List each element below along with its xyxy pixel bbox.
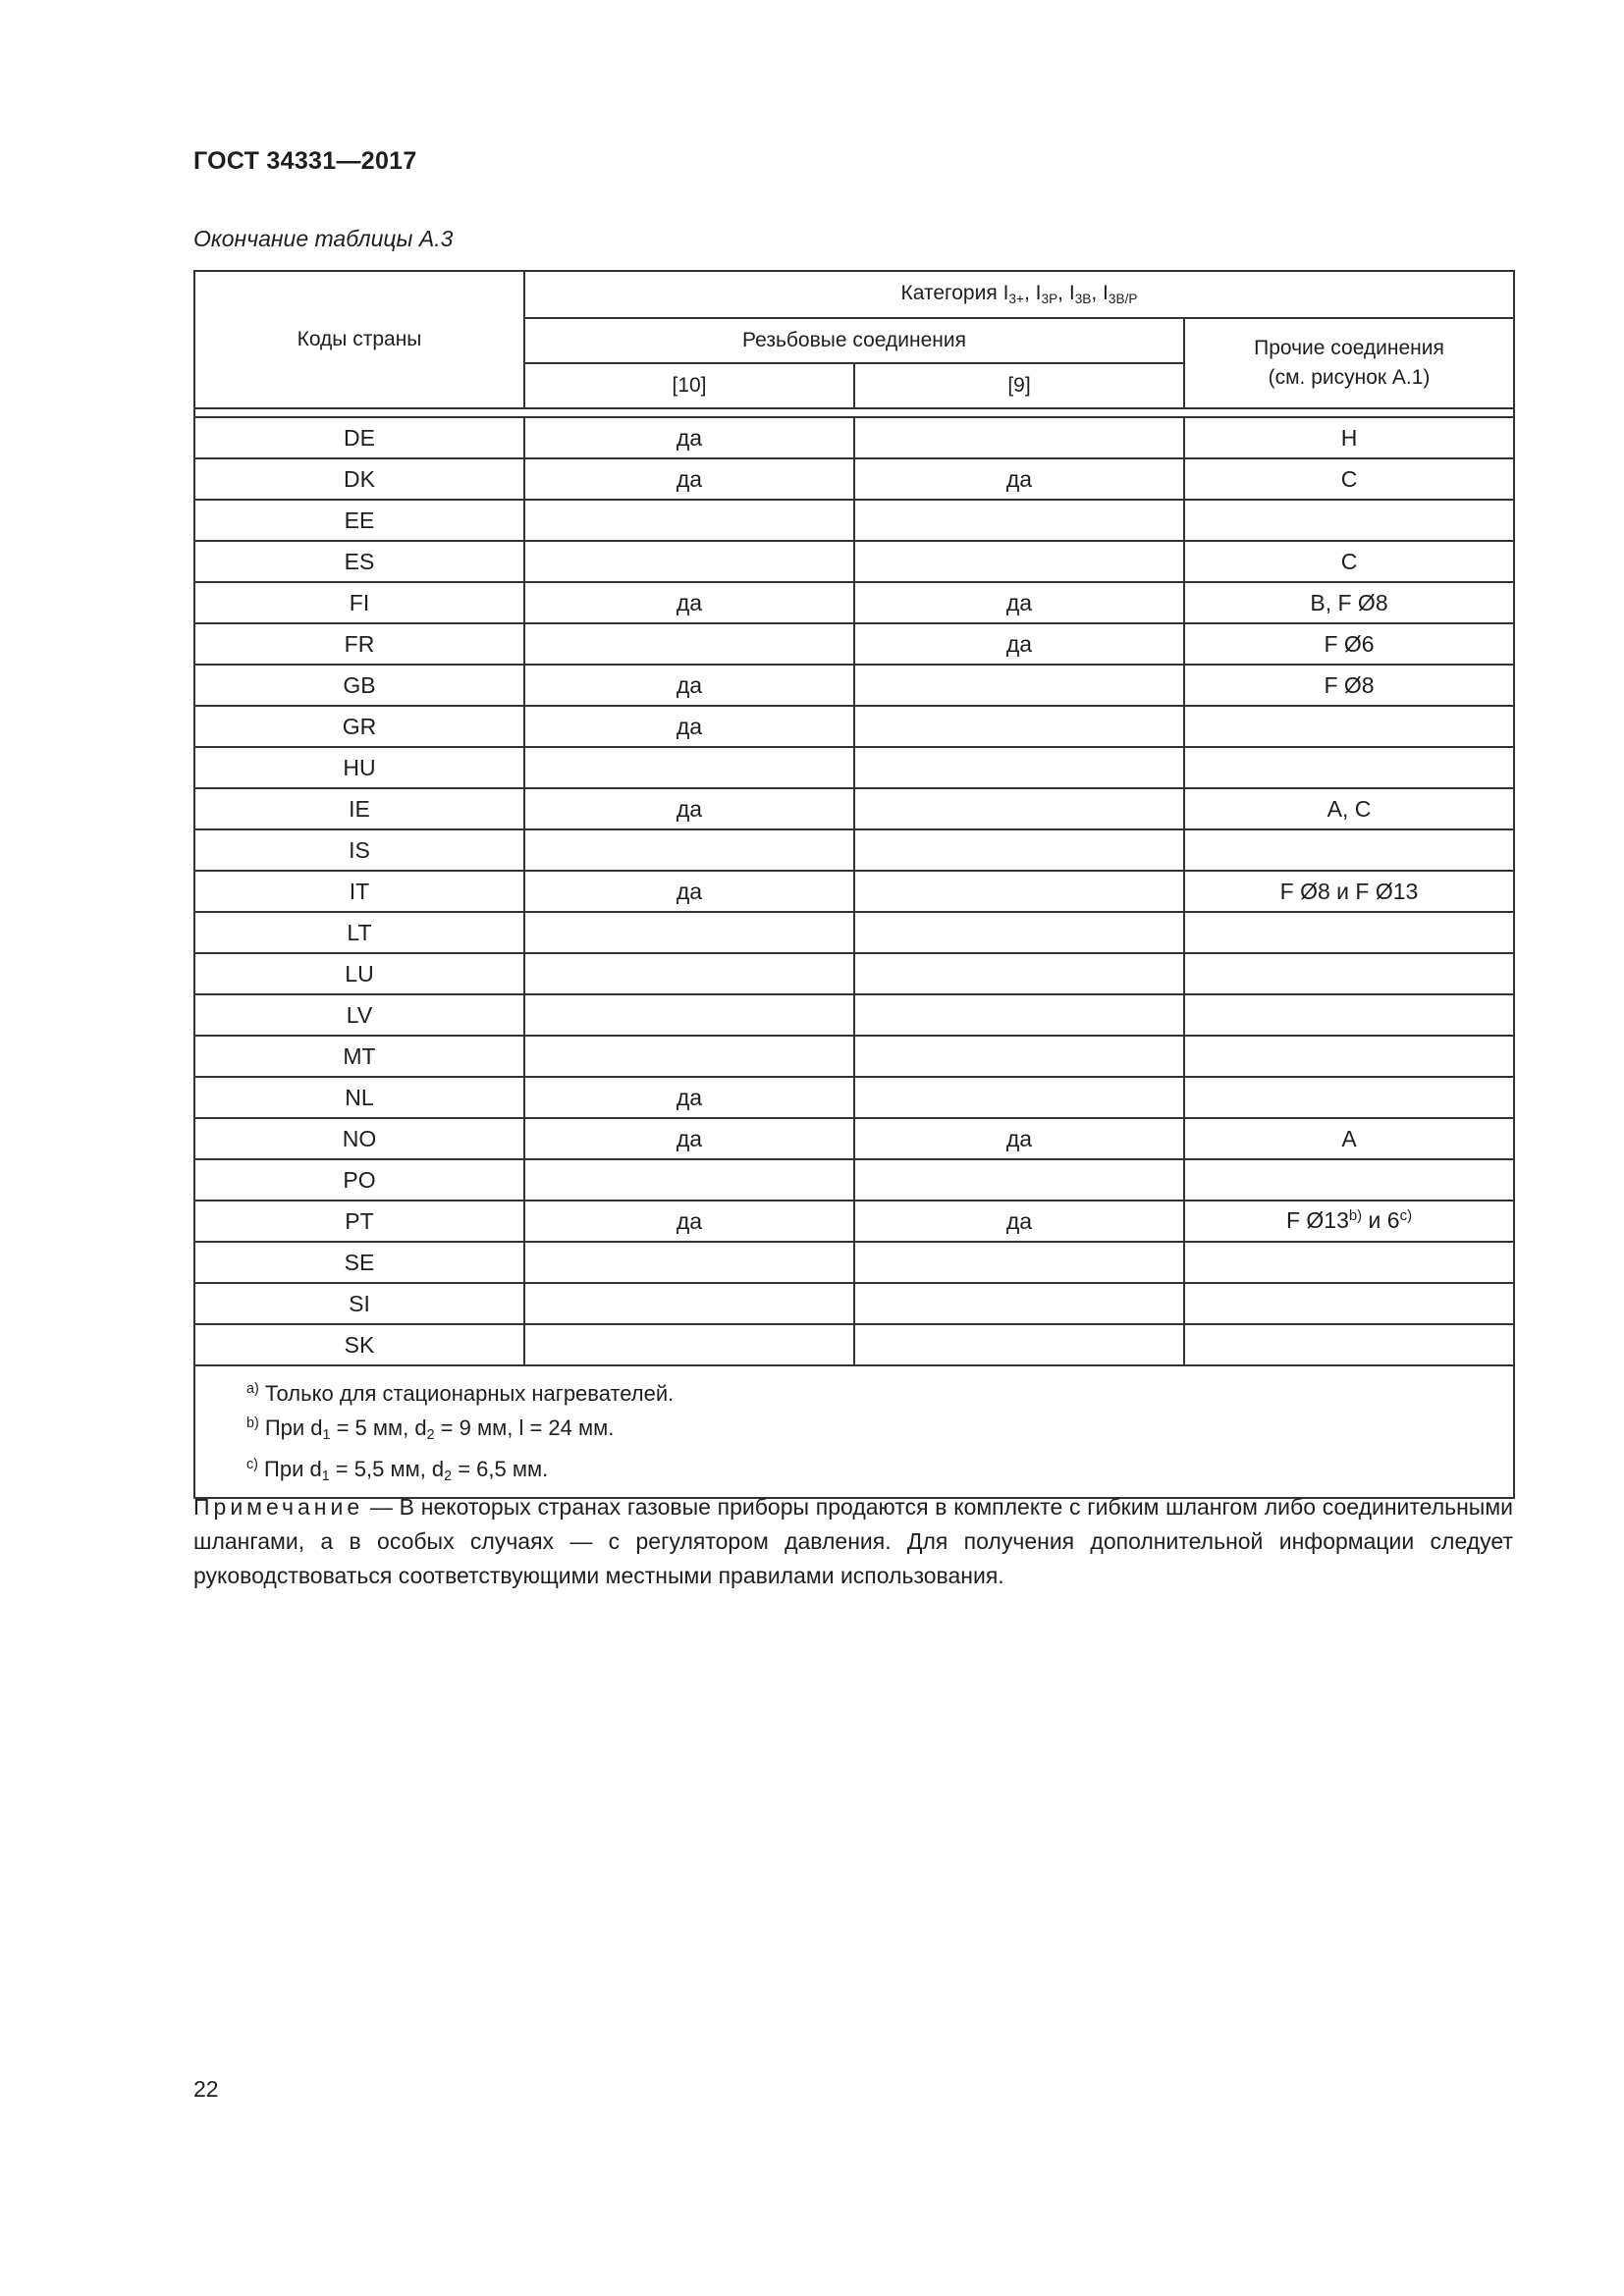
table-row [194, 1159, 1514, 1201]
cell-ref9: да [854, 1118, 1184, 1159]
cell-other: F Ø8 и F Ø13 [1184, 871, 1514, 912]
cell-other [1184, 1036, 1514, 1077]
cell-ref9 [854, 1242, 1184, 1283]
cell-ref9 [854, 1159, 1184, 1201]
category-code: I [1035, 282, 1042, 305]
cell-ref9 [854, 747, 1184, 788]
cell-ref10 [524, 1242, 854, 1283]
text-fragment: Только для стационарных нагревателей. [258, 1380, 675, 1406]
cell-other: B, F Ø8 [1184, 582, 1514, 623]
cell-other: A [1184, 1118, 1514, 1159]
text-fragment: F Ø13 [1285, 1207, 1349, 1234]
cell-other: A, C [1184, 788, 1514, 829]
category-code-subscript: 3B/P [1108, 292, 1138, 307]
subscript-index: 1 [321, 1468, 330, 1485]
cell-ref9 [854, 788, 1184, 829]
cell-ref9 [854, 912, 1184, 953]
category-code: I [1002, 282, 1009, 305]
category-code: I [1103, 282, 1109, 305]
cell-ref9 [854, 953, 1184, 994]
cell-ref10 [524, 953, 854, 994]
cell-ref10 [524, 747, 854, 788]
cell-ref10 [524, 541, 854, 582]
cell-other [1184, 953, 1514, 994]
cell-code: SE [194, 1242, 524, 1283]
table-row [194, 953, 1514, 994]
cell-other [1184, 912, 1514, 953]
text-fragment: При d [258, 1415, 323, 1440]
cell-ref10: да [524, 871, 854, 912]
cell-ref10: да [524, 417, 854, 458]
table-row [194, 623, 1514, 665]
cell-code: IE [194, 788, 524, 829]
header-category [524, 271, 1514, 318]
cell-ref10: да [524, 1118, 854, 1159]
category-code-subscript: 3P [1041, 292, 1058, 307]
cell-code: MT [194, 1036, 524, 1077]
other-connections-line1: Прочие соединения [1254, 337, 1444, 359]
table-row [194, 458, 1514, 500]
cell-ref9 [854, 1077, 1184, 1118]
table-row [194, 747, 1514, 788]
cell-code: GB [194, 665, 524, 706]
cell-ref10 [524, 1159, 854, 1201]
cell-code: DK [194, 458, 524, 500]
cell-other [1184, 1077, 1514, 1118]
cell-code: NL [194, 1077, 524, 1118]
superscript-marker: a) [246, 1381, 259, 1397]
header-ref-9: [9] [854, 363, 1184, 408]
cell-ref10: да [524, 1077, 854, 1118]
category-code-subscript: 3+ [1008, 292, 1024, 307]
table-footnotes [194, 1365, 1514, 1498]
cell-code: SK [194, 1324, 524, 1365]
table-row [194, 912, 1514, 953]
table-row [194, 871, 1514, 912]
cell-ref9 [854, 665, 1184, 706]
text-fragment: = 6,5 мм. [452, 1456, 549, 1481]
cell-ref9 [854, 541, 1184, 582]
cell-other [1184, 829, 1514, 871]
cell-code: IT [194, 871, 524, 912]
cell-other: F Ø6 [1184, 623, 1514, 665]
category-code: I [1068, 282, 1075, 305]
cell-ref10: да [524, 1201, 854, 1242]
table-row [194, 1283, 1514, 1324]
table-row [194, 788, 1514, 829]
table-row [194, 994, 1514, 1036]
cell-code: PO [194, 1159, 524, 1201]
cell-code: PT [194, 1201, 524, 1242]
superscript-marker: b) [246, 1415, 259, 1431]
cell-ref9 [854, 994, 1184, 1036]
cell-ref9: да [854, 1201, 1184, 1242]
table-row [194, 665, 1514, 706]
category-label: Категория [900, 282, 998, 305]
category-separator: , [1023, 282, 1036, 305]
text-fragment: = 9 мм, l = 24 мм. [434, 1415, 615, 1440]
cell-other [1184, 1283, 1514, 1324]
category-codes [1002, 282, 1138, 307]
cell-ref10 [524, 500, 854, 541]
table-row [194, 417, 1514, 458]
table-row [194, 582, 1514, 623]
cell-other [1184, 1201, 1514, 1242]
cell-ref9 [854, 1036, 1184, 1077]
cell-ref10 [524, 829, 854, 871]
superscript-marker: b) [1348, 1207, 1363, 1225]
document-id: ГОСТ 34331—2017 [193, 147, 417, 175]
text-fragment: При d [257, 1456, 322, 1481]
footnote [246, 1450, 1513, 1491]
text-fragment: и 6 [1362, 1207, 1400, 1234]
cell-ref10 [524, 1036, 854, 1077]
note-paragraph [193, 1490, 1513, 1593]
note-text: — В некоторых странах газовые приборы продаются в комплекте с гибким шлангом либо соединительными шлангами, а в особых случаях — с регулятором давления. Для получения дополнительной информации следует руководствоваться соответствующими местными правилами использования. [193, 1494, 1513, 1588]
category-separator: , [1057, 282, 1069, 305]
cell-code: NO [194, 1118, 524, 1159]
page-number: 22 [193, 2076, 219, 2102]
header-threaded-connections: Резьбовые соединения [524, 318, 1184, 363]
cell-ref9: да [854, 582, 1184, 623]
subscript-index: 2 [426, 1427, 435, 1443]
cell-other [1184, 706, 1514, 747]
table-caption: Окончание таблицы А.3 [193, 226, 454, 251]
cell-other [1184, 1242, 1514, 1283]
cell-code: LT [194, 912, 524, 953]
table-row [194, 1036, 1514, 1077]
cell-ref10: да [524, 706, 854, 747]
cell-ref9 [854, 1283, 1184, 1324]
header-country-codes: Коды страны [194, 271, 524, 408]
superscript-marker: c) [246, 1457, 258, 1472]
cell-code: LU [194, 953, 524, 994]
cell-ref10: да [524, 788, 854, 829]
category-separator: , [1091, 282, 1104, 305]
superscript-marker: c) [1399, 1207, 1413, 1225]
subscript-index: 2 [444, 1468, 453, 1485]
cell-other [1184, 747, 1514, 788]
country-codes-table [193, 270, 1515, 1499]
table-body [194, 408, 1514, 1365]
other-connections-line2: (см. рисунок А.1) [1268, 366, 1431, 389]
cell-other: F Ø8 [1184, 665, 1514, 706]
cell-other: C [1184, 458, 1514, 500]
cell-ref10 [524, 623, 854, 665]
header-other-connections [1184, 318, 1514, 408]
cell-ref9 [854, 500, 1184, 541]
table-row [194, 706, 1514, 747]
cell-code: FR [194, 623, 524, 665]
category-code-subscript: 3B [1074, 292, 1092, 307]
cell-ref9 [854, 417, 1184, 458]
table-row [194, 829, 1514, 871]
cell-code: FI [194, 582, 524, 623]
cell-ref9 [854, 1324, 1184, 1365]
cell-ref9 [854, 871, 1184, 912]
cell-other: H [1184, 417, 1514, 458]
cell-ref10 [524, 1283, 854, 1324]
cell-code: IS [194, 829, 524, 871]
cell-ref9 [854, 829, 1184, 871]
cell-ref10 [524, 994, 854, 1036]
cell-other [1184, 500, 1514, 541]
table-row [194, 500, 1514, 541]
cell-other [1184, 1324, 1514, 1365]
cell-code: SI [194, 1283, 524, 1324]
cell-code: HU [194, 747, 524, 788]
table-row [194, 1242, 1514, 1283]
cell-ref10: да [524, 665, 854, 706]
table-row [194, 1077, 1514, 1118]
cell-other [1184, 1159, 1514, 1201]
footnote [246, 1409, 1513, 1450]
cell-code: DE [194, 417, 524, 458]
cell-ref10 [524, 1324, 854, 1365]
cell-ref10: да [524, 582, 854, 623]
cell-other: C [1184, 541, 1514, 582]
cell-code: GR [194, 706, 524, 747]
footnote [246, 1374, 1513, 1409]
cell-ref9: да [854, 458, 1184, 500]
text-fragment: = 5,5 мм, d [329, 1456, 445, 1481]
cell-code: EE [194, 500, 524, 541]
note-label: Примечание [193, 1494, 364, 1520]
cell-code: ES [194, 541, 524, 582]
subscript-index: 1 [322, 1427, 331, 1443]
cell-ref10 [524, 912, 854, 953]
table-row [194, 1201, 1514, 1242]
cell-code: LV [194, 994, 524, 1036]
table-row [194, 1118, 1514, 1159]
text-fragment: = 5 мм, d [330, 1415, 427, 1440]
cell-other [1184, 994, 1514, 1036]
table-row [194, 541, 1514, 582]
cell-ref9: да [854, 623, 1184, 665]
cell-ref10: да [524, 458, 854, 500]
header-ref-10: [10] [524, 363, 854, 408]
cell-ref9 [854, 706, 1184, 747]
table-row [194, 1324, 1514, 1365]
